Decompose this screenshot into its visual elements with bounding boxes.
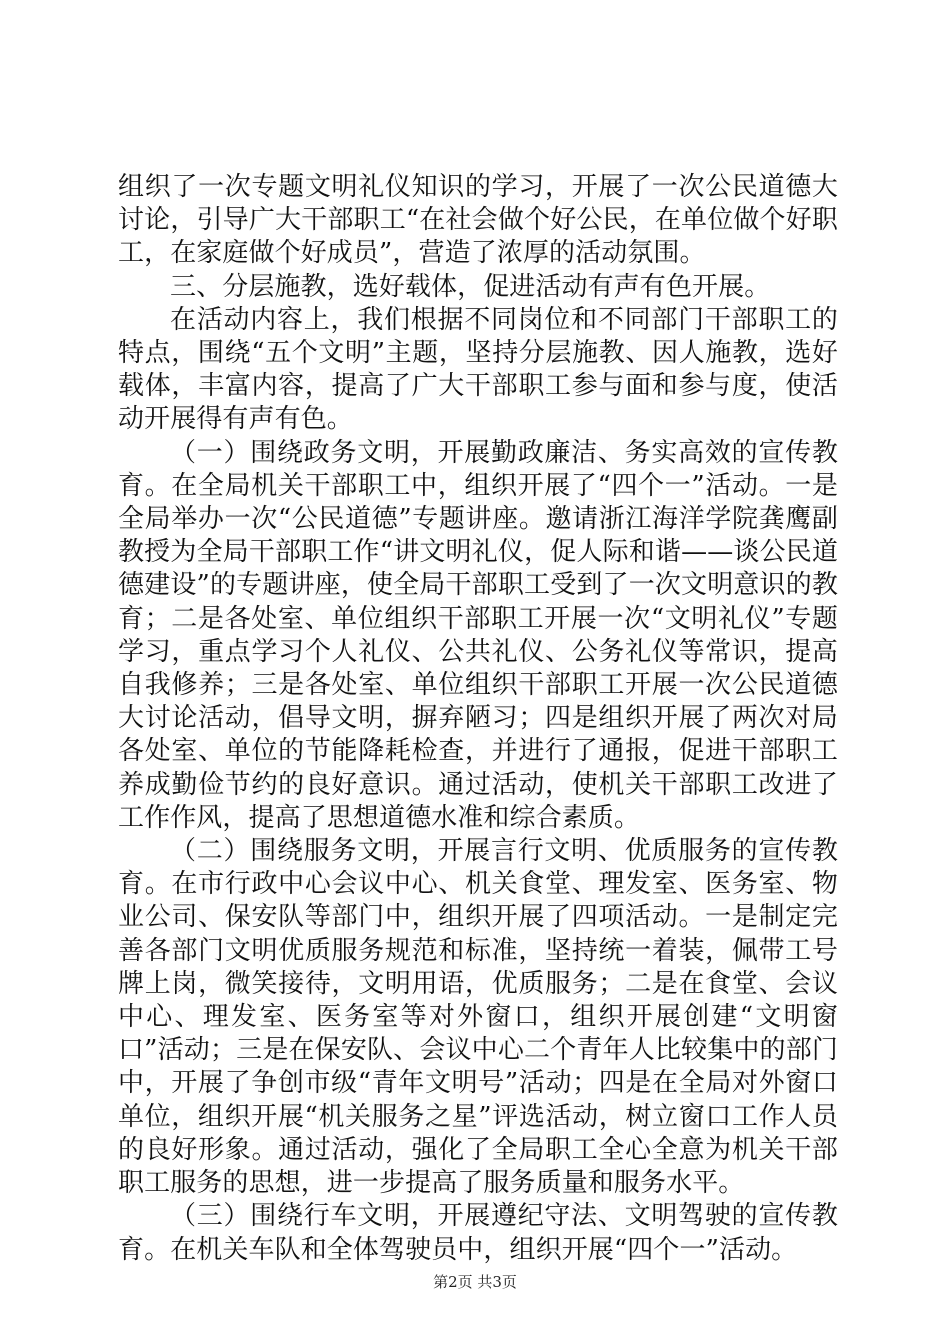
paragraph: （三）围绕行车文明，开展遵纪守法、文明驾驶的宣传教育。在机关车队和全体驾驶员中，组织开展“四个一”活动。 xyxy=(118,1201,838,1265)
paragraph: 组织了一次专题文明礼仪知识的学习，开展了一次公民道德大讨论，引导广大干部职工“在社会做个好公民，在单位做个好职工，在家庭做个好成员”，营造了浓厚的活动氛围。 xyxy=(118,172,838,269)
paragraph: （一）围绕政务文明，开展勤政廉洁、务实高效的宣传教育。在全局机关干部职工中，组织开展了“四个一”活动。一是全局举办一次“公民道德”专题讲座。邀请浙江海洋学院龚鹰副教授为全局干部职工作“讲文明礼仪，促人际和谐——谈公民道德建设”的专题讲座，使全局干部职工受到了一次文明意识的教育；二是各处室、单位组织干部职工开展一次“文明礼仪”专题学习，重点学习个人礼仪、公共礼仪、公务礼仪等常识，提高自我修养；三是各处室、单位组织干部职工开展一次公民道德大讨论活动，倡导文明，摒弃陋习；四是组织开展了两次对局各处室、单位的节能降耗检查，并进行了通报，促进干部职工养成勤俭节约的良好意识。通过活动，使机关干部职工改进了工作作风，提高了思想道德水准和综合素质。 xyxy=(118,437,838,833)
paragraph: 在活动内容上，我们根据不同岗位和不同部门干部职工的特点，围绕“五个文明”主题，坚持分层施教、因人施教，选好载体，丰富内容，提高了广大干部职工参与面和参与度，使活动开展得有声有色。 xyxy=(118,304,838,435)
page-footer xyxy=(0,1272,950,1292)
page-number: 第2页 共3页 xyxy=(433,1273,517,1291)
paragraph: （二）围绕服务文明，开展言行文明、优质服务的宣传教育。在市行政中心会议中心、机关食堂、理发室、医务室、物业公司、保安队等部门中，组织开展了四项活动。一是制定完善各部门文明优质服务规范和标准，坚持统一着装，佩带工号牌上岗，微笑接待，文明用语，优质服务；二是在食堂、会议中心、理发室、医务室等对外窗口，组织开展创建“文明窗口”活动；三是在保安队、会议中心二个青年人比较集中的部门中，开展了争创市级“青年文明号”活动；四是在全局对外窗口单位，组织开展“机关服务之星”评选活动，树立窗口工作人员的良好形象。通过活动，强化了全局职工全心全意为机关干部职工服务的思想，进一步提高了服务质量和服务水平。 xyxy=(118,836,838,1199)
document-body xyxy=(118,171,838,1267)
section-heading: 三、分层施教，选好载体，促进活动有声有色开展。 xyxy=(170,271,771,302)
